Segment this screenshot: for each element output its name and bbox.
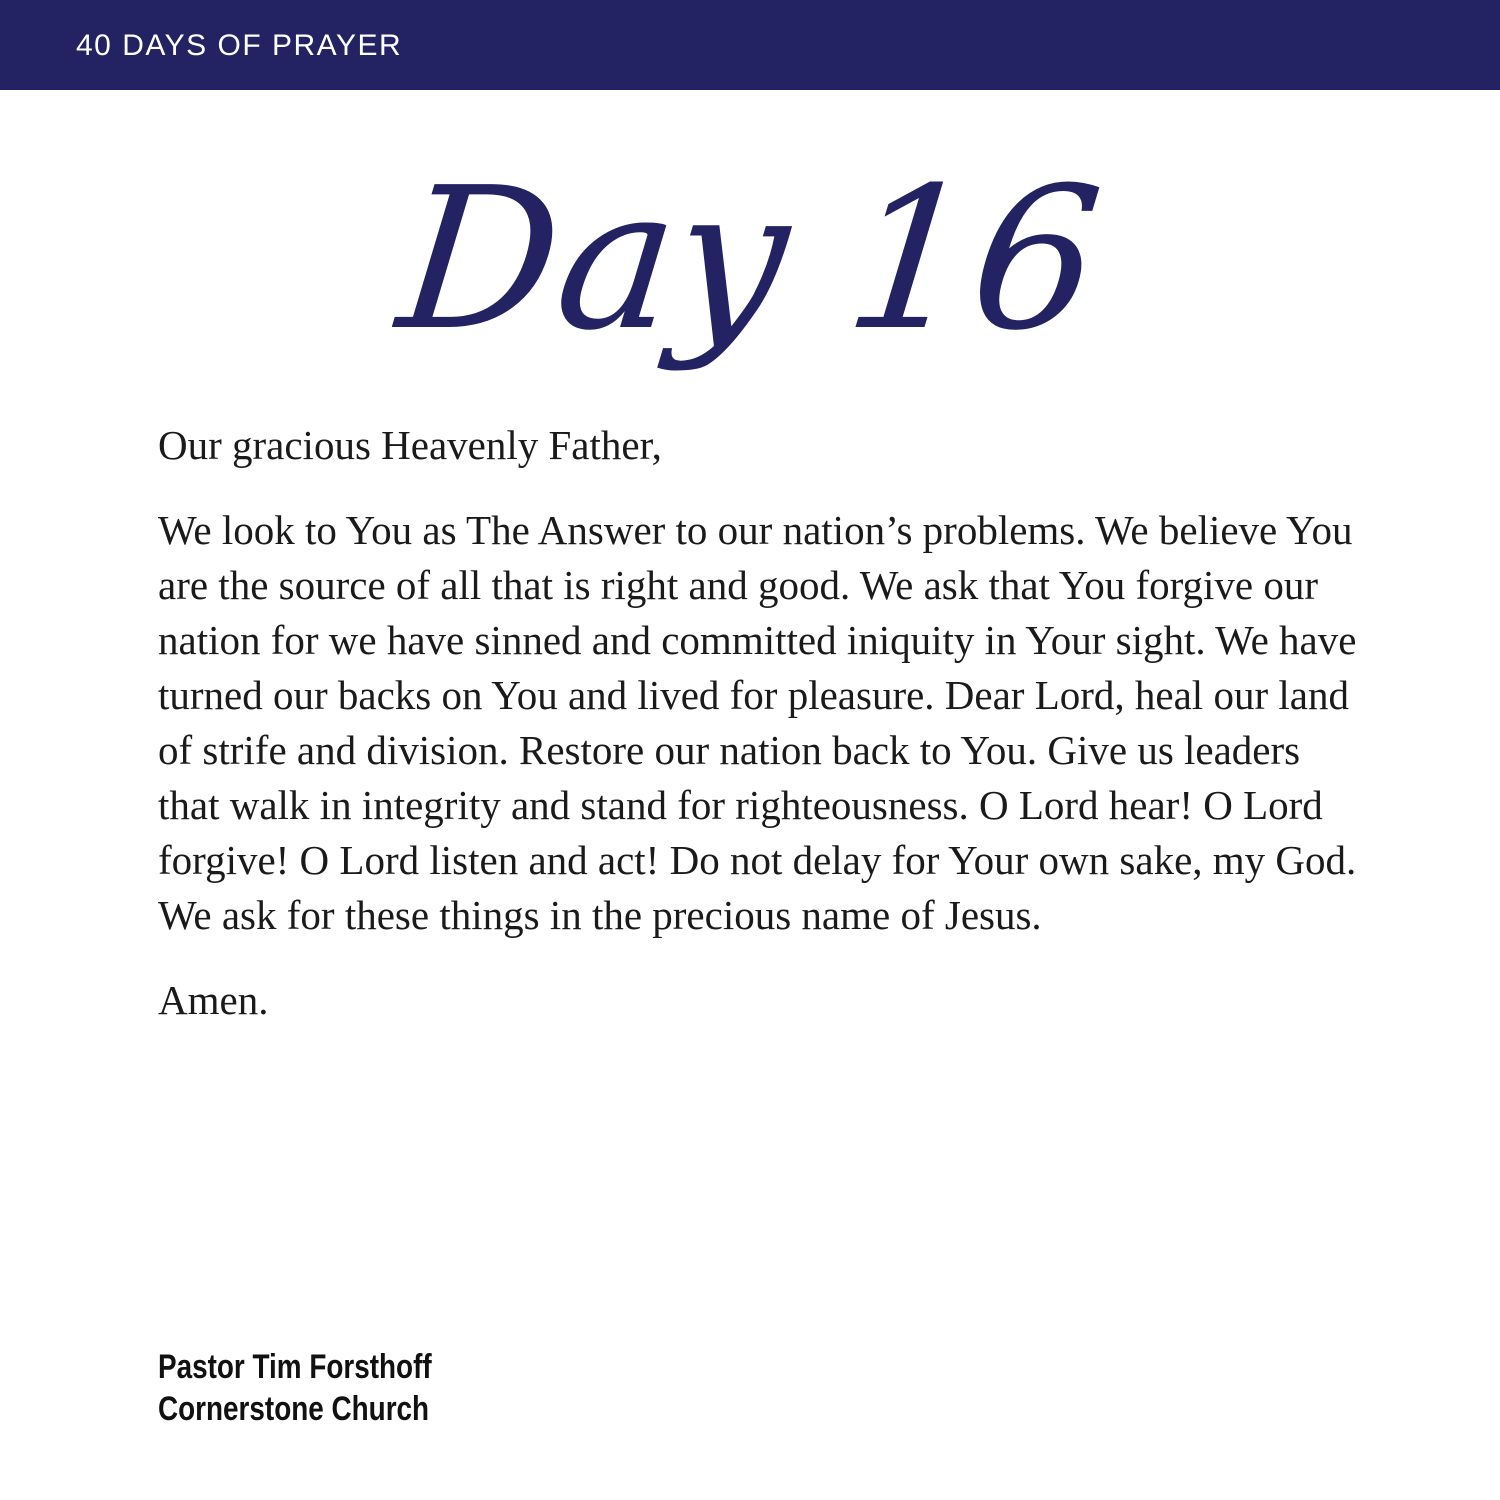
series-title: 40 DAYS OF PRAYER xyxy=(76,29,403,62)
prayer-body: We look to You as The Answer to our nation’s problems. We believe You are the source of all that is right and good. We ask that You forgive our nation for we have sinned and committed iniquity in Your sight. We have turned our backs on You and lived for pleasure. Dear Lord, heal our land of strife and division. Restore our nation back to You. Give us leaders that walk in integrity and stand for righteousness. O Lord hear! O Lord forgive! O Lord listen and act! Do not delay for Your own sake, my God. We ask for these things in the precious name of Jesus. xyxy=(158,507,1357,938)
author-signature xyxy=(158,1346,432,1430)
author-church: Cornerstone Church xyxy=(158,1390,430,1428)
prayer-closing: Amen. xyxy=(158,977,269,1023)
prayer-greeting: Our gracious Heavenly Father, xyxy=(158,422,662,468)
day-heading: Day 16 xyxy=(389,146,1111,374)
prayer-text xyxy=(158,418,1368,1058)
author-name: Pastor Tim Forsthoff xyxy=(158,1348,432,1386)
header-bar xyxy=(0,0,1500,90)
